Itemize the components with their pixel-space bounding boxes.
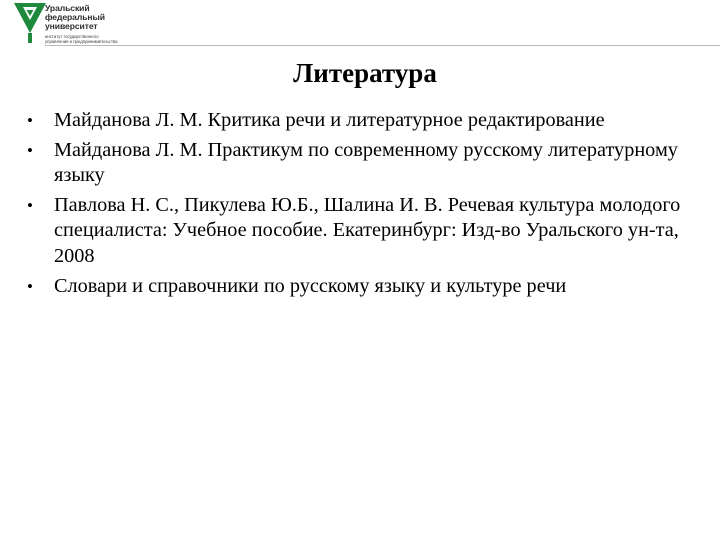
- institute-name-line: институт государственного: [45, 34, 99, 39]
- bullet-marker: •: [27, 111, 33, 130]
- bullet-marker: •: [27, 140, 33, 160]
- header-divider: [45, 45, 720, 46]
- institute-name-line: управления и предпринимательства: [45, 39, 118, 44]
- university-name-line: университет: [45, 21, 98, 32]
- slide-title: Литература: [293, 58, 437, 88]
- literature-item: [27, 138, 707, 189]
- literature-item: [27, 274, 707, 300]
- bullet-marker: •: [27, 276, 33, 296]
- institute-name: [45, 34, 118, 44]
- literature-item: [27, 193, 707, 270]
- university-name: [45, 4, 105, 32]
- literature-list: [27, 108, 707, 303]
- literature-item-text: Павлова Н. С., Пикулева Ю.Б., Шалина И. В. Речевая культура молодого специалиста: Учебное пособие. Екатеринбург: Изд-во Уральского ун-та, 2008: [54, 193, 681, 267]
- header: [14, 3, 720, 49]
- literature-item: [27, 108, 707, 134]
- literature-item-text: Майданова Л. М. Критика речи и литературное редактирование: [54, 109, 605, 131]
- university-name-line: федеральный: [45, 12, 105, 23]
- university-logo-icon: [14, 3, 46, 43]
- bullet-marker: •: [27, 195, 33, 215]
- literature-item-text: Словари и справочники по русскому языку и культуре речи: [54, 274, 567, 297]
- university-name-line: Уральский: [45, 3, 90, 13]
- literature-item-text: Майданова Л. М. Практикум по современному русскому литературному языку: [54, 138, 678, 187]
